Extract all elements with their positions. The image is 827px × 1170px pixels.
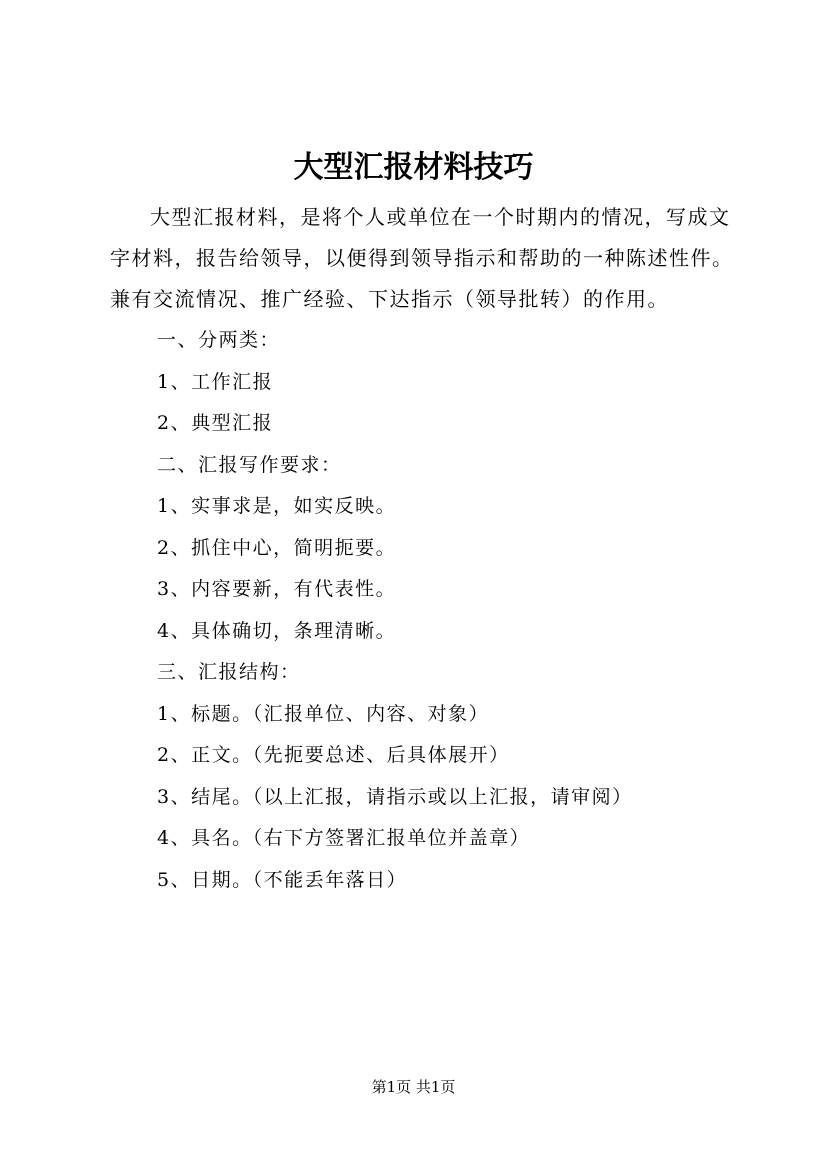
content-list [157, 320, 757, 901]
list-item: 3、内容要新，有代表性。 [157, 578, 397, 600]
intro-paragraph: 大型汇报材料，是将个人或单位在一个时期内的情况，写成文字材料，报告给领导，以便得到领导指示和帮助的一种陈述性件。兼有交流情况、推广经验、下达指示（领导批转）的作用。 [110, 205, 734, 311]
page-footer: 第1页 共1页 [371, 1078, 456, 1096]
list-item: 2、抓住中心，简明扼要。 [157, 536, 397, 559]
list-item: 1、标题。（汇报单位、内容、对象） [157, 702, 490, 725]
list-item: 1、实事求是，如实反映。 [157, 495, 397, 517]
list-item: 1、工作汇报 [157, 370, 274, 393]
section-heading-2: 二、汇报写作要求： [157, 453, 342, 476]
list-item: 4、具体确切，条理清晰。 [157, 619, 397, 642]
list-item: 5、日期。（不能丢年落日） [157, 868, 408, 891]
document-title: 大型汇报材料技巧 [293, 150, 534, 185]
section-heading-1: 一、分两类： [157, 329, 281, 351]
list-item: 2、典型汇报 [157, 412, 274, 434]
list-item: 3、结尾。（以上汇报，请指示或以上汇报，请审阅） [157, 785, 633, 808]
list-item: 4、具名。（右下方签署汇报单位并盖章） [157, 827, 531, 849]
list-item: 2、正文。（先扼要总述、后具体展开） [157, 744, 510, 766]
section-heading-3: 三、汇报结构： [157, 661, 301, 683]
